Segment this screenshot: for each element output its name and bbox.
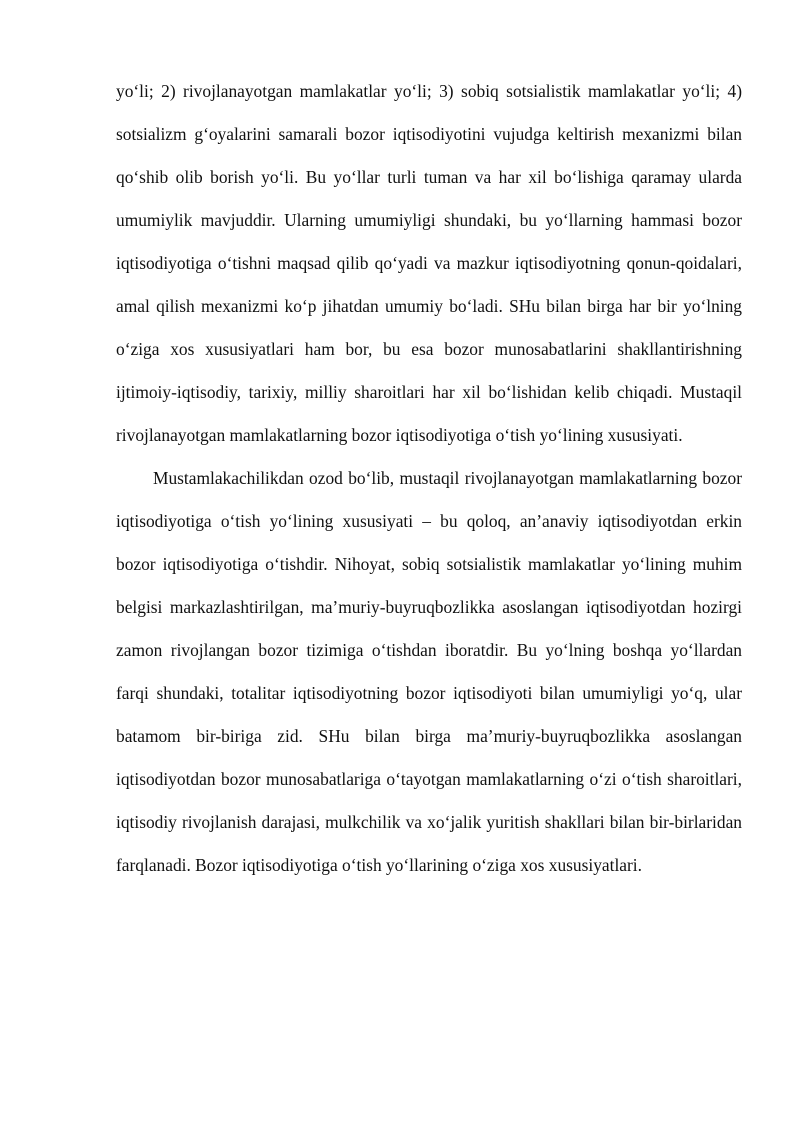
paragraph-1: yo‘li; 2) rivojlanayotgan mamlakatlar yo‘li; 3) sobiq sotsialistik mamlakatlar yo‘li; 4) sotsializm g‘oyalarini samarali bozor iqtisodiyotini vujudga keltirish mexanizmi bilan qo‘shib olib borish yo‘li. Bu yo‘llar turli tuman va har xil bo‘lishiga qaramay ularda umumiylik mavjuddir. Ularning umumiyligi shundaki, bu yo‘llarning hammasi bozor iqtisodiyotiga o‘tishni maqsad qilib qo‘yadi va mazkur iqtisodiyotning qonun-qoidalari, amal qilish mexanizmi ko‘p jihatdan umumiy bo‘ladi. SHu bilan birga har bir yo‘lning o‘ziga xos xususiyatlari ham bor, bu esa bozor munosabatlarini shakllantirishning ijtimoiy-iqtisodiy, tarixiy, milliy sharoitlari har xil bo‘lishidan kelib chiqadi. Mustaqil rivojlanayotgan mamlakatlarning bozor iqtisodiyotiga o‘tish yo‘lining xususiyati. — [116, 81, 742, 445]
document-body — [116, 70, 742, 887]
paragraph-2: Mustamlakachilikdan ozod bo‘lib, mustaqil rivojlanayotgan mamlakatlarning bozor iqtisodiyotiga o‘tish yo‘lining xususiyati – bu qoloq, an’anaviy iqtisodiyotdan erkin bozor iqtisodiyotiga o‘tishdir. Nihoyat, sobiq sotsialistik mamlakatlar yo‘lining muhim belgisi markazlashtirilgan, ma’muriy-buyruqbozlikka asoslangan iqtisodiyotdan hozirgi zamon rivojlangan bozor tizimiga o‘tishdan iboratdir. Bu yo‘lning boshqa yo‘llardan farqi shundaki, totalitar iqtisodiyotning bozor iqtisodiyoti bilan umumiyligi yo‘q, ular batamom bir-biriga zid. SHu bilan birga ma’muriy-buyruqbozlikka asoslangan iqtisodiyotdan bozor munosabatlariga o‘tayotgan mamlakatlarning o‘zi o‘tish sharoitlari, iqtisodiy rivojlanish darajasi, mulkchilik va xo‘jalik yuritish shakllari bilan bir-birlaridan farqlanadi. Bozor iqtisodiyotiga o‘tish yo‘llarining o‘ziga xos xususiyatlari. — [116, 468, 742, 875]
